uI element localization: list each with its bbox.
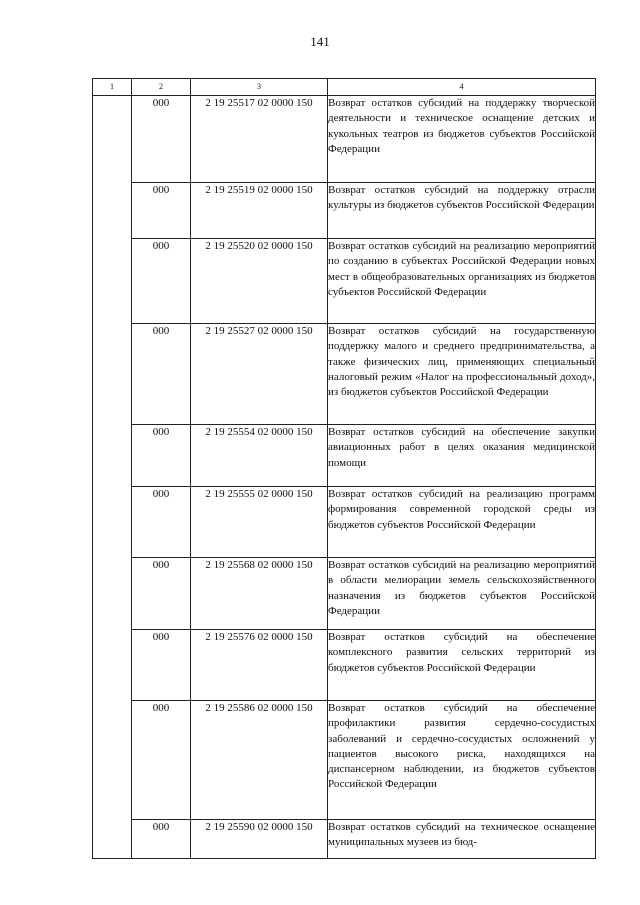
kbk-code-cell: 2 19 25586 02 0000 150 — [191, 701, 328, 820]
description-cell: Возврат остатков субсидий на обеспечение комплексного развития сельских территорий из бюджетов субъектов Российской Федерации — [328, 630, 596, 701]
admin-code-cell: 000 — [132, 558, 191, 630]
kbk-code-cell: 2 19 25555 02 0000 150 — [191, 487, 328, 558]
description-cell: Возврат остатков субсидий на обеспечение профилактики развития сердечно-сосудистых заболеваний и сердечно-сосудистых осложнений у пациентов высокого риска, находящихся на диспансерном наблюдении, из бюджетов субъектов Российской Федерации — [328, 701, 596, 820]
table-row — [93, 183, 596, 239]
admin-code-cell: 000 — [132, 630, 191, 701]
budget-classification-table — [92, 78, 596, 859]
admin-code-cell: 000 — [132, 324, 191, 425]
admin-code-cell: 000 — [132, 701, 191, 820]
kbk-code-cell: 2 19 25590 02 0000 150 — [191, 820, 328, 859]
kbk-code-cell: 2 19 25527 02 0000 150 — [191, 324, 328, 425]
empty-column-cell — [93, 96, 132, 859]
table-row — [93, 96, 596, 183]
description-cell: Возврат остатков субсидий на реализацию программ формирования современной городской среды из бюджетов субъектов Российской Федерации — [328, 487, 596, 558]
kbk-code-cell: 2 19 25517 02 0000 150 — [191, 96, 328, 183]
table-row — [93, 425, 596, 487]
table-row — [93, 558, 596, 630]
table-row — [93, 239, 596, 324]
header-cell-4: 4 — [328, 79, 596, 96]
table-row — [93, 324, 596, 425]
table-row — [93, 701, 596, 820]
admin-code-cell: 000 — [132, 183, 191, 239]
header-cell-1: 1 — [93, 79, 132, 96]
description-cell: Возврат остатков субсидий на поддержку творческой деятельности и техническое оснащение детских и кукольных театров из бюджетов субъектов Российской Федерации — [328, 96, 596, 183]
kbk-code-cell: 2 19 25520 02 0000 150 — [191, 239, 328, 324]
admin-code-cell: 000 — [132, 239, 191, 324]
admin-code-cell: 000 — [132, 820, 191, 859]
description-cell: Возврат остатков субсидий на государственную поддержку малого и среднего предпринимательства, а также физических лиц, применяющих специальный налоговый режим «Налог на профессиональный доход», из бюджетов субъектов Российской Федерации — [328, 324, 596, 425]
kbk-code-cell: 2 19 25576 02 0000 150 — [191, 630, 328, 701]
kbk-code-cell: 2 19 25554 02 0000 150 — [191, 425, 328, 487]
admin-code-cell: 000 — [132, 96, 191, 183]
header-cell-2: 2 — [132, 79, 191, 96]
page-number: 141 — [310, 34, 330, 49]
table-header-row — [93, 79, 596, 96]
description-cell: Возврат остатков субсидий на поддержку отрасли культуры из бюджетов субъектов Российской Федерации — [328, 183, 596, 239]
table-row — [93, 820, 596, 859]
description-cell: Возврат остатков субсидий на техническое оснащение муниципальных музеев из бюд- — [328, 820, 596, 859]
description-cell: Возврат остатков субсидий на реализацию мероприятий по созданию в субъектах Российской Федерации новых мест в общеобразовательных организациях из бюджетов субъектов Российской Федерации — [328, 239, 596, 324]
table-row — [93, 487, 596, 558]
description-cell: Возврат остатков субсидий на реализацию мероприятий в области мелиорации земель сельскохозяйственного назначения из бюджетов субъектов Российской Федерации — [328, 558, 596, 630]
admin-code-cell: 000 — [132, 425, 191, 487]
table-row — [93, 630, 596, 701]
admin-code-cell: 000 — [132, 487, 191, 558]
kbk-code-cell: 2 19 25519 02 0000 150 — [191, 183, 328, 239]
description-cell: Возврат остатков субсидий на обеспечение закупки авиационных работ в целях оказания медицинской помощи — [328, 425, 596, 487]
kbk-code-cell: 2 19 25568 02 0000 150 — [191, 558, 328, 630]
header-cell-3: 3 — [191, 79, 328, 96]
